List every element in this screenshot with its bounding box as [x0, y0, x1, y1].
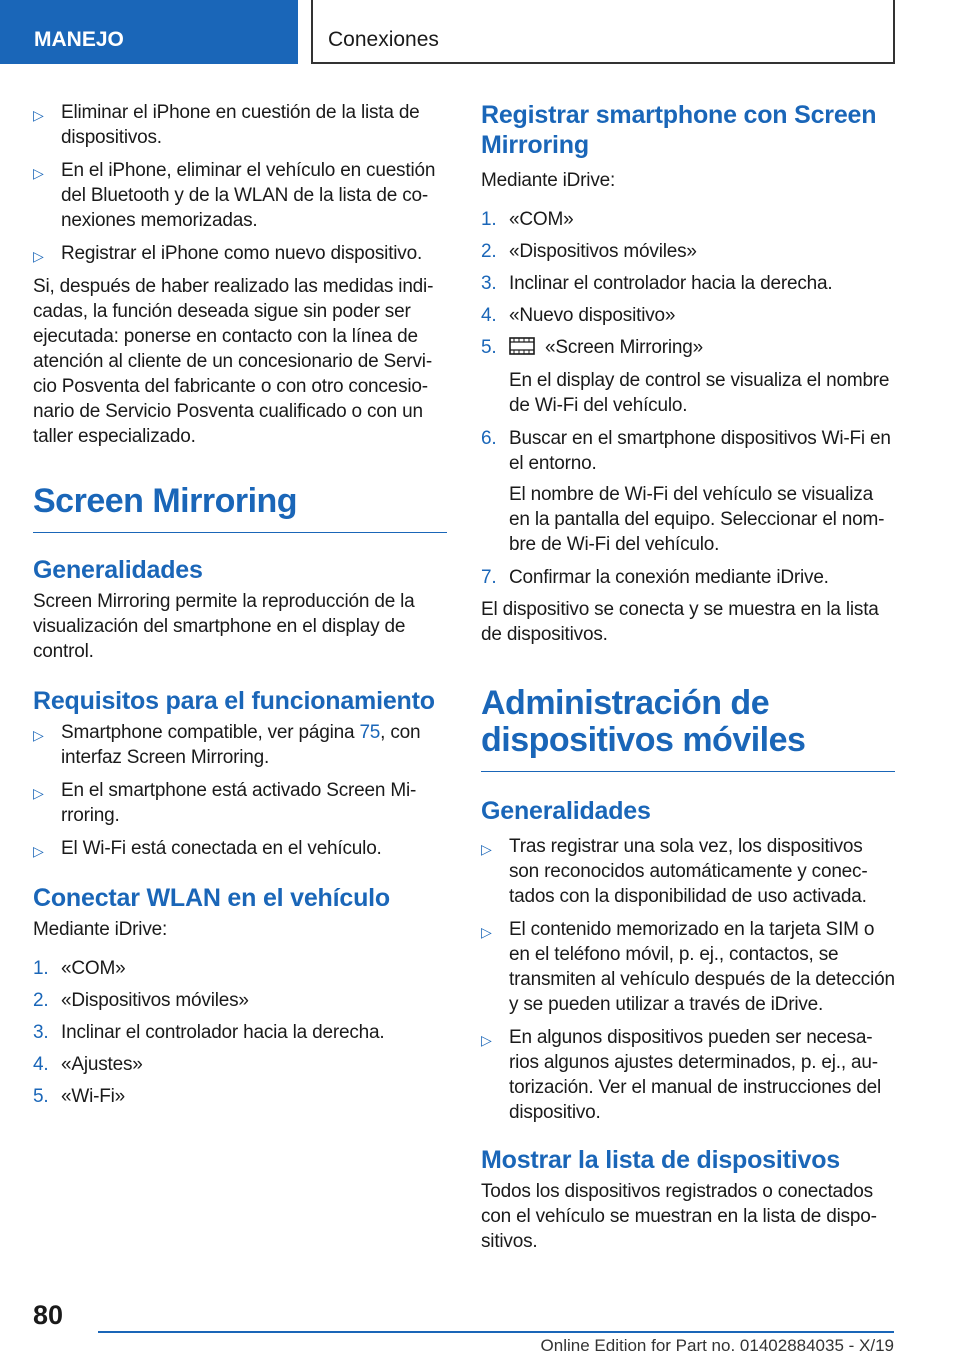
intro-paragraph: Si, después de haber realizado las medidas indicadas, la función deseada sigue sin poder ser ejecutada: ponerse en contacto con la línea de atención al cliente de un concesionario de Servicio Posventa del fabricante o con otro concesionario de Servicio Posventa cualificado o con un taller especializado. — [33, 276, 434, 447]
heading-requisitos: Requisitos para el funcionamiento — [33, 687, 435, 715]
list-item: ▷ El Wi-Fi está conectada en el vehículo. — [33, 836, 447, 861]
list-paragraph: Todos los dispositivos registrados o conectados con el vehículo se muestran en la lista de dispositivos. — [481, 1181, 877, 1252]
step-item: 3. Inclinar el controlador hacia la derecha. — [481, 273, 833, 294]
right-column — [481, 100, 895, 1262]
screen-mirroring-icon — [509, 337, 535, 362]
step-item: 1. «COM» — [33, 958, 126, 979]
step-item: 1. «COM» — [481, 209, 574, 230]
step-item: 4. «Ajustes» — [33, 1054, 143, 1075]
list-item: ▷ Smartphone compatible, ver página 75, con interfaz Screen Mirroring. — [33, 722, 421, 768]
heading-conectar-wlan: Conectar WLAN en el vehículo — [33, 884, 390, 912]
reg-outro: El dispositivo se conecta y se muestra en la lista de dispositivos. — [481, 599, 879, 645]
triangle-bullet-icon: ▷ — [481, 841, 492, 857]
step-item: 6. Buscar en el smartphone dispositivos Wi-Fi en el entorno. — [481, 428, 891, 474]
triangle-bullet-icon: ▷ — [33, 785, 44, 801]
step-note: El nombre de Wi-Fi del vehículo se visualiza en la pantalla del equipo. Seleccionar el nombre de Wi-Fi del vehículo. — [509, 484, 885, 555]
step-note: En el display de control se visualiza el nombre de Wi-Fi del vehículo. — [509, 370, 890, 416]
triangle-bullet-icon: ▷ — [33, 165, 44, 181]
page-link[interactable]: 75 — [359, 722, 381, 743]
list-item: ▷ En el smartphone está activado Screen Mirroring. — [33, 780, 417, 826]
step-item: 2. «Dispositivos móviles» — [33, 990, 249, 1011]
general-paragraph: Screen Mirroring permite la reproducción de la visualización del smartphone en el display de control. — [33, 591, 415, 662]
left-column — [33, 100, 447, 1116]
list-item: ▷ Eliminar el iPhone en cuestión de la lista de dispositivos. — [33, 102, 420, 148]
step-item: 3. Inclinar el controlador hacia la derecha. — [33, 1022, 385, 1043]
section-title: Conexiones — [311, 0, 895, 64]
list-item: ▷ Registrar el iPhone como nuevo dispositivo. — [33, 241, 447, 266]
step-item: 4. «Nuevo dispositivo» — [481, 305, 676, 326]
triangle-bullet-icon: ▷ — [33, 727, 44, 743]
step-item: 5. «Screen Mirroring» — [481, 335, 895, 362]
footer-divider — [98, 1331, 894, 1333]
reg-intro: Mediante iDrive: — [481, 170, 616, 191]
section-heading-administracion: Administración de dispositivos móviles — [481, 685, 895, 772]
triangle-bullet-icon: ▷ — [33, 843, 44, 859]
page-number: 80 — [33, 1300, 64, 1330]
triangle-bullet-icon: ▷ — [481, 924, 492, 940]
list-item: ▷ En algunos dispositivos pueden ser necesarios algunos ajustes determinados, p. ej., autorización. Ver el manual de instrucciones del dispositivo. — [481, 1027, 882, 1123]
heading-mostrar-lista: Mostrar la lista de dispositivos — [481, 1146, 840, 1174]
heading-registrar: Registrar smartphone con Screen Mirroring — [481, 101, 877, 159]
heading-generalidades: Generalidades — [33, 556, 203, 584]
section-heading-screen-mirroring: Screen Mirroring — [33, 483, 447, 533]
list-item: ▷ En el iPhone, eliminar el vehículo en cuestión del Bluetooth y de la WLAN de la lista de conexiones memorizadas. — [33, 160, 436, 231]
chapter-tab: MANEJO — [0, 0, 298, 64]
triangle-bullet-icon: ▷ — [33, 107, 44, 123]
triangle-bullet-icon: ▷ — [33, 248, 44, 264]
list-item: ▷ El contenido memorizado en la tarjeta SIM o en el teléfono móvil, p. ej., contactos, se transmiten al vehículo después de la detección y se pueden utilizar a través de iDrive. — [481, 919, 895, 1015]
wlan-intro: Mediante iDrive: — [33, 919, 168, 940]
list-item: ▷ Tras registrar una sola vez, los dispositivos son reconocidos automáticamente y conectados con la disponibilidad de uso activada. — [481, 836, 868, 907]
triangle-bullet-icon: ▷ — [481, 1032, 492, 1048]
step-item: 2. «Dispositivos móviles» — [481, 241, 697, 262]
heading-generalidades: Generalidades — [481, 797, 651, 825]
step-item: 5. «Wi-Fi» — [33, 1086, 126, 1107]
step-item: 7. Confirmar la conexión mediante iDrive. — [481, 567, 829, 588]
edition-footer: Online Edition for Part no. 01402884035 - X/19 — [540, 1336, 894, 1355]
